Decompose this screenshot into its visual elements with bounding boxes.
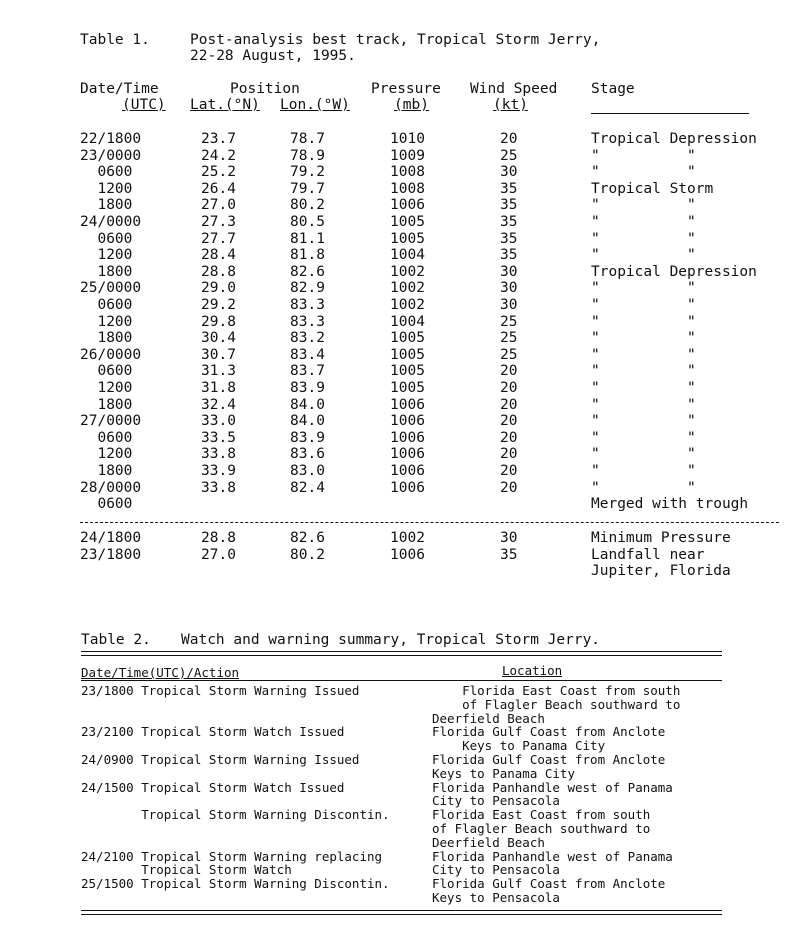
cell-wind: 30 <box>500 164 518 181</box>
cell-lat: 28.8 <box>201 530 236 546</box>
cell-lat: 33.5 <box>201 429 236 446</box>
cell-lat: 33.8 <box>201 446 236 463</box>
cell-lat: 28.4 <box>201 247 236 264</box>
cell-dt: 22/1800 <box>80 131 142 147</box>
cell-lat: 31.8 <box>201 380 236 396</box>
cell-dt: 1200 <box>80 446 133 463</box>
cell-dt: 23/0000 <box>80 147 142 164</box>
entry-datetime-action: Tropical Storm Warning Discontin. <box>81 807 390 823</box>
cell-dt: 24/0000 <box>80 214 142 230</box>
cell-wind: 35 <box>500 180 518 197</box>
header-pressure-top: Pressure <box>371 81 441 97</box>
table2-caption-label: Table 2. <box>81 632 151 648</box>
cell-pressure: 1005 <box>390 330 425 347</box>
cell-stage: " " <box>591 363 696 380</box>
cell-dt: 0600 <box>80 429 133 446</box>
cell-stage: " " <box>591 479 696 496</box>
cell-dt: 1200 <box>80 313 133 330</box>
cell-lon: 83.0 <box>290 463 325 479</box>
cell-dt: 1800 <box>80 463 133 479</box>
cell-dt: 1800 <box>80 197 133 214</box>
cell-dt: 0600 <box>80 297 133 313</box>
header-pressure-bottom: (mb) <box>394 97 429 113</box>
cell-dt: 0600 <box>80 496 133 513</box>
cell-lon: 83.6 <box>290 446 325 463</box>
cell-pressure: 1006 <box>390 413 425 430</box>
entry-location: Florida Gulf Coast from Anclote Keys to Panama City <box>432 724 666 754</box>
entry-datetime-action: 23/2100 Tropical Storm Watch Issued <box>81 724 345 740</box>
cell-wind: 20 <box>500 413 518 430</box>
entry-location: Florida East Coast from south of Flagler Beach southward to Deerfield Beach <box>432 683 681 726</box>
cell-dt: 23/1800 <box>80 546 142 563</box>
cell-wind: 25 <box>500 346 518 363</box>
cell-pressure: 1002 <box>390 530 425 546</box>
cell-wind: 25 <box>500 330 518 347</box>
cell-dt: 0600 <box>80 230 133 247</box>
header-datetime-top: Date/Time <box>80 81 159 97</box>
cell-dt: 25/0000 <box>80 280 142 297</box>
entry-location: Florida Panhandle west of Panama City to Pensacola <box>432 779 673 809</box>
cell-lon: 83.3 <box>290 297 325 313</box>
cell-pressure: 1008 <box>390 180 425 197</box>
header-lon: Lon.(°W) <box>280 97 350 113</box>
entry-datetime-action: 23/1800 Tropical Storm Warning Issued <box>81 683 360 698</box>
cell-lat: 27.3 <box>201 214 236 230</box>
cell-pressure: 1009 <box>390 147 425 164</box>
cell-lon: 81.1 <box>290 230 325 247</box>
cell-lon: 84.0 <box>290 396 325 413</box>
cell-dt: 28/0000 <box>80 479 142 496</box>
cell-pressure: 1005 <box>390 380 425 396</box>
cell-lat: 33.8 <box>201 479 236 496</box>
cell-wind: 20 <box>500 363 518 380</box>
header-wind-bottom: (kt) <box>493 97 528 113</box>
cell-pressure: 1006 <box>390 197 425 214</box>
cell-pressure: 1005 <box>390 230 425 247</box>
cell-lat: 28.8 <box>201 263 236 280</box>
cell-dt: 1800 <box>80 330 133 347</box>
cell-lon: 83.7 <box>290 363 325 380</box>
cell-pressure: 1002 <box>390 280 425 297</box>
cell-lon: 83.9 <box>290 429 325 446</box>
cell-dt: 1800 <box>80 263 133 280</box>
cell-pressure: 1006 <box>390 429 425 446</box>
cell-wind: 35 <box>500 197 518 214</box>
entry-datetime-action: 24/2100 Tropical Storm Warning replacing Tropical Storm Watch <box>81 848 383 878</box>
cell-pressure: 1006 <box>390 546 425 563</box>
table1-caption-line1: Post-analysis best track, Tropical Storm Jerry, <box>190 32 601 48</box>
cell-lat: 32.4 <box>201 396 236 413</box>
cell-lon: 83.2 <box>290 330 325 347</box>
entry-datetime-action: 24/0900 Tropical Storm Warning Issued <box>81 752 360 767</box>
cell-pressure: 1006 <box>390 446 425 463</box>
cell-wind: 30 <box>500 297 518 313</box>
cell-lat: 30.7 <box>201 346 236 363</box>
cell-dt: 24/1800 <box>80 530 142 546</box>
cell-lon: 81.8 <box>290 247 325 264</box>
cell-pressure: 1005 <box>390 346 425 363</box>
table2-header-rule <box>81 680 722 681</box>
cell-wind: 30 <box>500 280 518 297</box>
entry-location: Florida Gulf Coast from Anclote Keys to Pensacola <box>432 876 666 905</box>
cell-lon: 79.2 <box>290 164 325 181</box>
header-location: Location <box>502 663 563 678</box>
cell-pressure: 1005 <box>390 363 425 380</box>
cell-lon: 78.7 <box>290 131 325 147</box>
table1-caption-line2: 22-28 August, 1995. <box>190 48 356 64</box>
cell-lon: 83.3 <box>290 313 325 330</box>
cell-lat: 27.0 <box>201 546 236 563</box>
cell-lat: 33.9 <box>201 463 236 479</box>
cell-pressure: 1004 <box>390 247 425 264</box>
cell-lon: 82.4 <box>290 479 325 496</box>
cell-stage: " " <box>591 197 696 214</box>
cell-lat: 29.8 <box>201 313 236 330</box>
cell-lat: 25.2 <box>201 164 236 181</box>
cell-lat: 24.2 <box>201 147 236 164</box>
cell-stage: " " <box>591 346 696 363</box>
cell-pressure: 1008 <box>390 164 425 181</box>
cell-wind: 35 <box>500 247 518 264</box>
cell-lon: 82.6 <box>290 530 325 546</box>
cell-lat: 30.4 <box>201 330 236 347</box>
table1-caption-label: Table 1. <box>80 32 150 48</box>
table2-caption-text: Watch and warning summary, Tropical Storm Jerry. <box>181 632 601 648</box>
cell-stage: Tropical Storm <box>591 180 714 197</box>
cell-wind: 20 <box>500 131 518 147</box>
cell-pressure: 1006 <box>390 479 425 496</box>
cell-dt: 0600 <box>80 363 133 380</box>
cell-lon: 79.7 <box>290 180 325 197</box>
cell-wind: 20 <box>500 446 518 463</box>
cell-dt: 1800 <box>80 396 133 413</box>
cell-stage: " " <box>591 147 696 164</box>
cell-pressure: 1004 <box>390 313 425 330</box>
cell-stage: Minimum Pressure <box>591 530 731 546</box>
cell-pressure: 1006 <box>390 396 425 413</box>
cell-wind: 20 <box>500 429 518 446</box>
cell-wind: 25 <box>500 147 518 164</box>
cell-lon: 80.2 <box>290 197 325 214</box>
cell-stage: " " <box>591 280 696 297</box>
header-datetime-bottom: (UTC) <box>122 97 166 113</box>
table2-top-rule-2 <box>81 655 722 656</box>
cell-wind: 20 <box>500 396 518 413</box>
cell-lat: 29.2 <box>201 297 236 313</box>
cell-wind: 30 <box>500 530 518 546</box>
header-stage: Stage <box>591 81 635 97</box>
cell-dt: 26/0000 <box>80 346 142 363</box>
cell-wind: 20 <box>500 479 518 496</box>
cell-wind: 35 <box>500 214 518 230</box>
cell-stage: " " <box>591 297 696 313</box>
cell-stage: " " <box>591 413 696 430</box>
cell-lat: 27.7 <box>201 230 236 247</box>
entry-location: Florida Panhandle west of Panama City to Pensacola <box>432 848 673 878</box>
cell-dt: 27/0000 <box>80 413 142 430</box>
summary-divider <box>80 522 779 523</box>
cell-lon: 82.9 <box>290 280 325 297</box>
stage-header-underline <box>591 113 749 114</box>
header-datetime-action: Date/Time(UTC)/Action <box>81 665 240 680</box>
cell-lon: 80.5 <box>290 214 325 230</box>
cell-wind: 20 <box>500 380 518 396</box>
cell-stage: " " <box>591 247 696 264</box>
cell-stage: " " <box>591 396 696 413</box>
entry-location: Florida Gulf Coast from Anclote Keys to Panama City <box>432 752 666 781</box>
cell-wind: 35 <box>500 230 518 247</box>
cell-lat: 29.0 <box>201 280 236 297</box>
cell-stage: " " <box>591 429 696 446</box>
cell-stage: " " <box>591 463 696 479</box>
cell-dt: 0600 <box>80 164 133 181</box>
cell-lat: 27.0 <box>201 197 236 214</box>
cell-pressure: 1005 <box>390 214 425 230</box>
cell-wind: 30 <box>500 263 518 280</box>
cell-wind: 35 <box>500 546 518 563</box>
cell-dt: 1200 <box>80 180 133 197</box>
cell-pressure: 1002 <box>390 297 425 313</box>
cell-stage: Landfall near Jupiter, Florida <box>591 546 731 580</box>
header-wind-top: Wind Speed <box>470 81 558 97</box>
header-position: Position <box>230 81 300 97</box>
entry-datetime-action: 24/1500 Tropical Storm Watch Issued <box>81 779 345 795</box>
cell-lon: 84.0 <box>290 413 325 430</box>
header-lat: Lat.(°N) <box>190 97 260 113</box>
cell-lat: 31.3 <box>201 363 236 380</box>
cell-pressure: 1010 <box>390 131 425 147</box>
cell-lon: 82.6 <box>290 263 325 280</box>
cell-pressure: 1002 <box>390 263 425 280</box>
cell-pressure: 1006 <box>390 463 425 479</box>
table2-top-rule-1 <box>81 651 722 652</box>
cell-stage: Tropical Depression <box>591 131 757 147</box>
cell-lat: 33.0 <box>201 413 236 430</box>
cell-stage: " " <box>591 313 696 330</box>
cell-stage: " " <box>591 380 696 396</box>
entry-datetime-action: 25/1500 Tropical Storm Warning Discontin. <box>81 876 390 892</box>
cell-lat: 23.7 <box>201 131 236 147</box>
table2-bottom-rule-1 <box>81 910 722 911</box>
cell-dt: 1200 <box>80 247 133 264</box>
cell-lat: 26.4 <box>201 180 236 197</box>
cell-stage: Tropical Depression <box>591 263 757 280</box>
cell-lon: 83.4 <box>290 346 325 363</box>
cell-stage: Merged with trough <box>591 496 749 513</box>
cell-stage: " " <box>591 446 696 463</box>
cell-stage: " " <box>591 330 696 347</box>
cell-stage: " " <box>591 214 696 230</box>
cell-stage: " " <box>591 230 696 247</box>
cell-lon: 80.2 <box>290 546 325 563</box>
cell-dt: 1200 <box>80 380 133 396</box>
cell-stage: " " <box>591 164 696 181</box>
cell-lon: 78.9 <box>290 147 325 164</box>
cell-wind: 25 <box>500 313 518 330</box>
table2-bottom-rule-2 <box>81 914 722 915</box>
cell-lon: 83.9 <box>290 380 325 396</box>
cell-wind: 20 <box>500 463 518 479</box>
entry-location: Florida East Coast from south of Flagler Beach southward to Deerfield Beach <box>432 807 651 850</box>
